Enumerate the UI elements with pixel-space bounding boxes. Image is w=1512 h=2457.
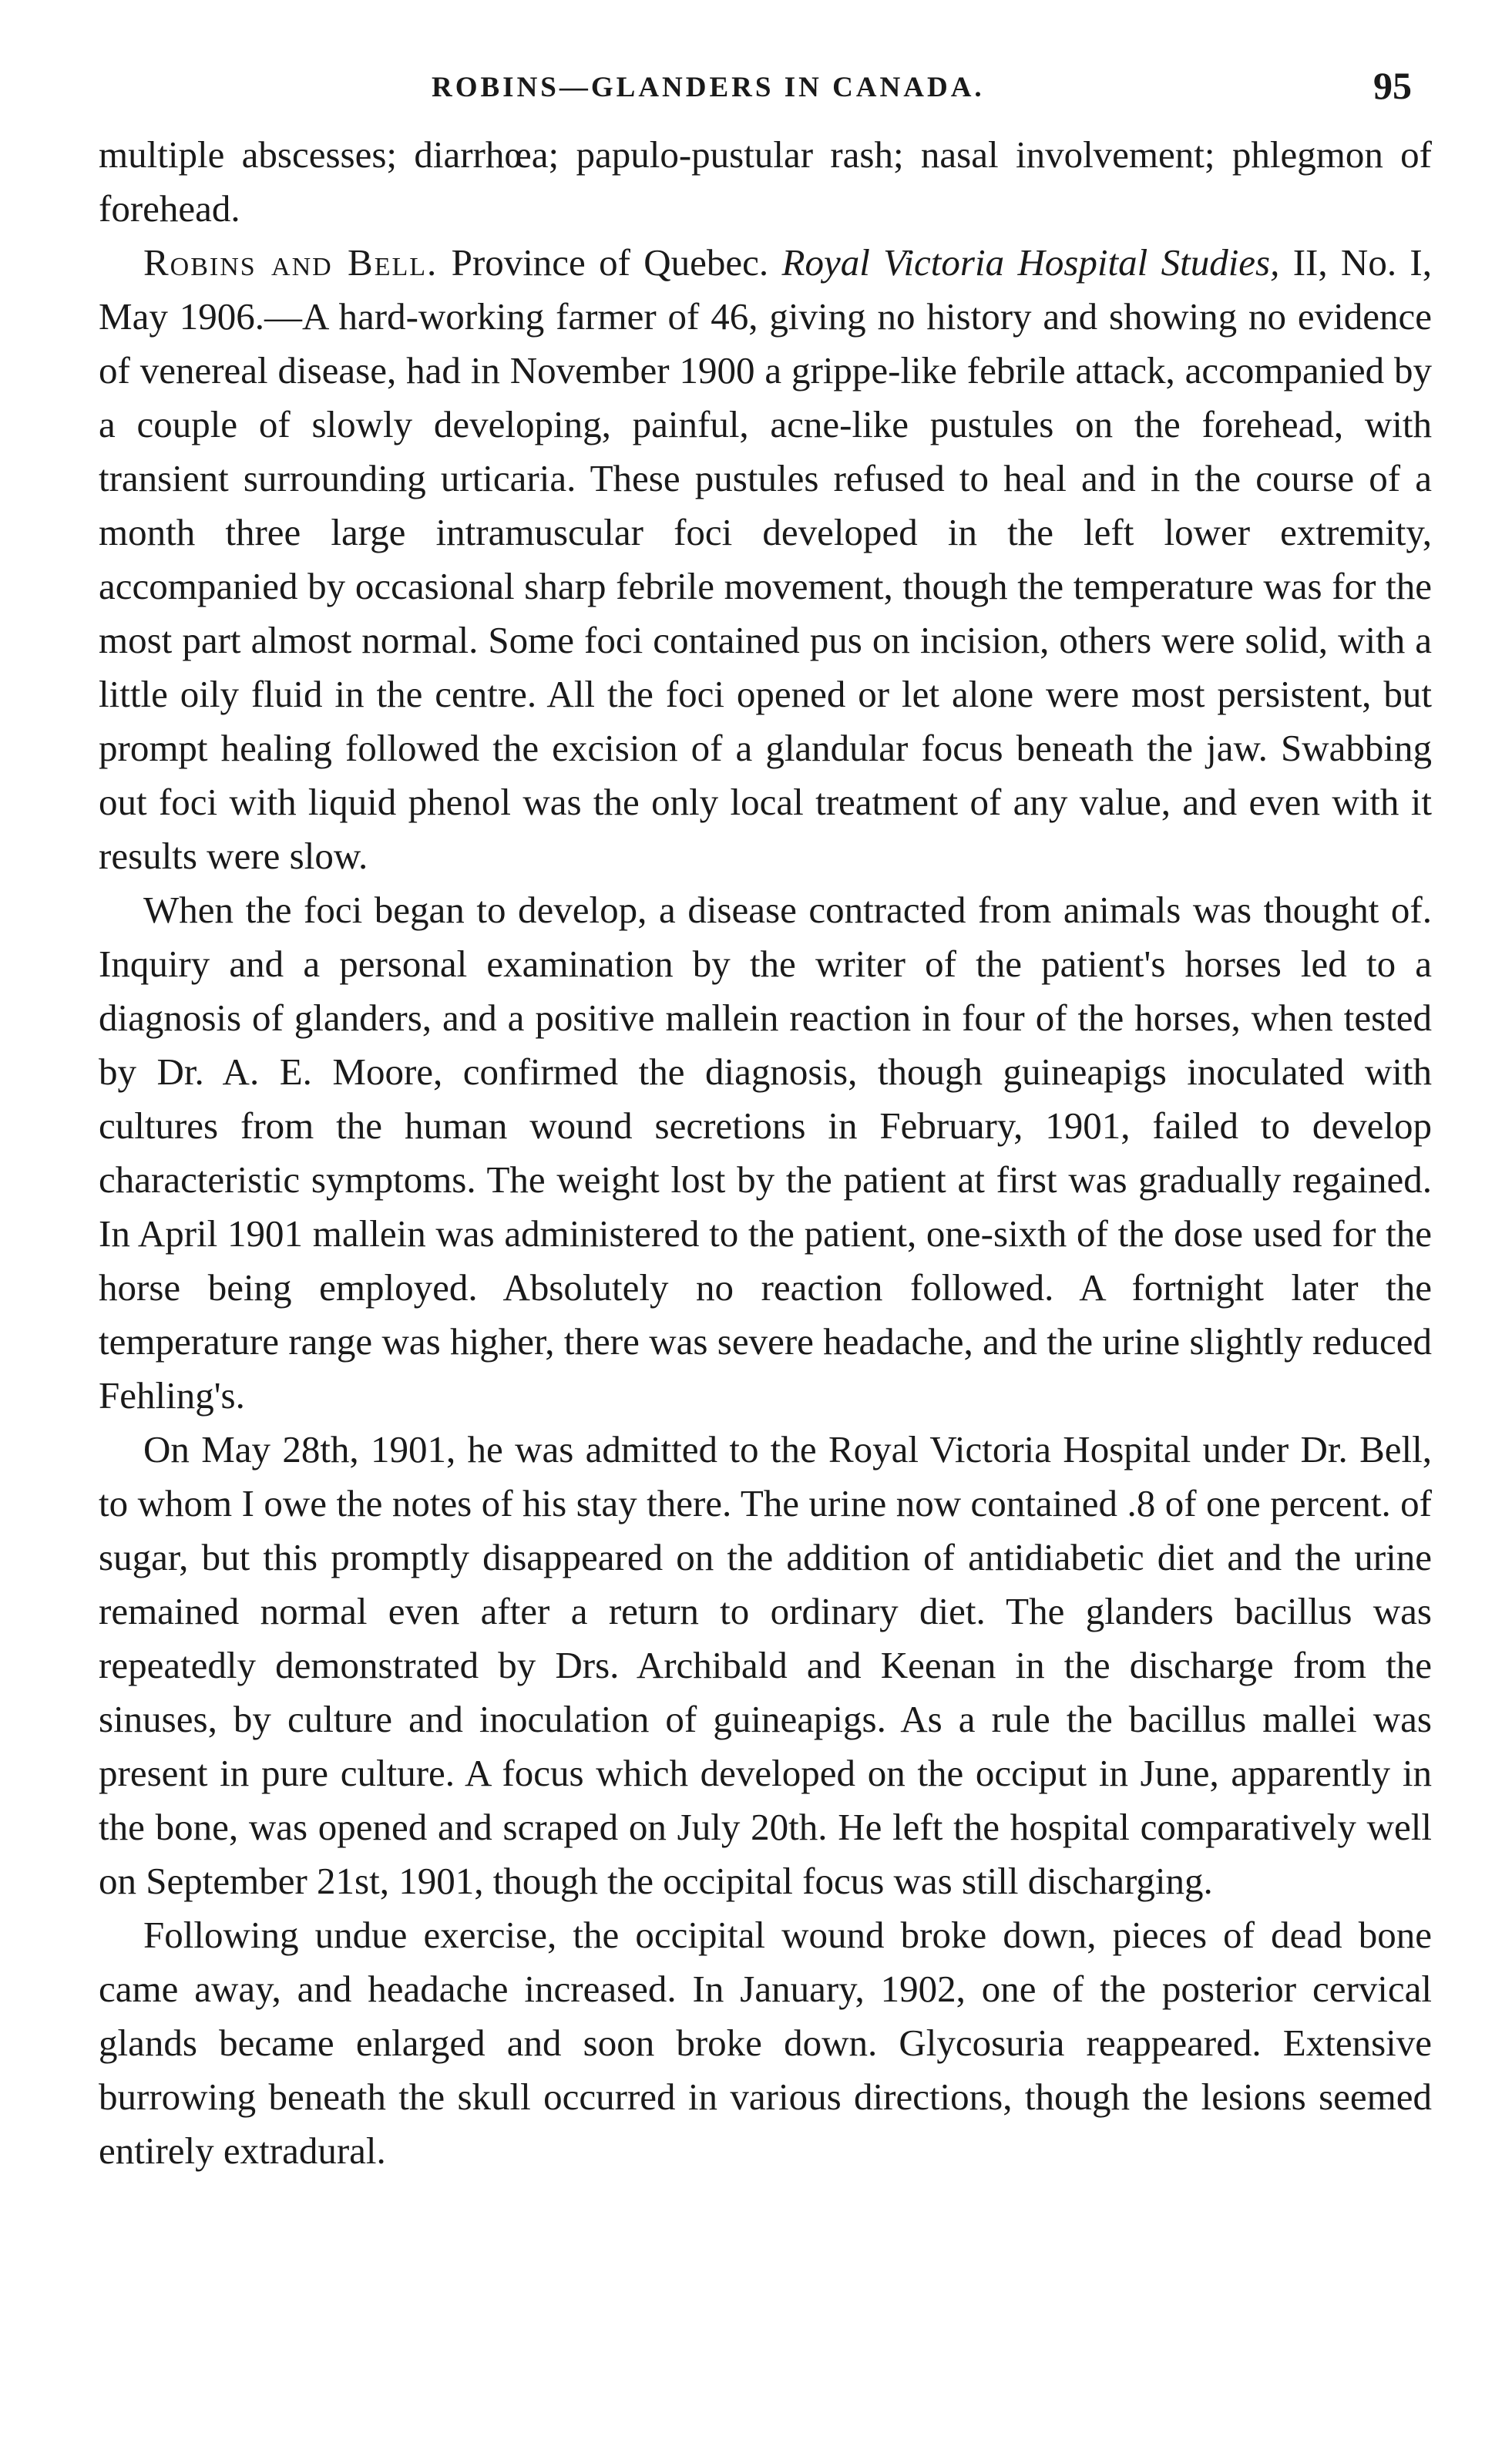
paragraph-continuation: multiple abscesses; diarrhœa; papulo-pustular rash; nasal involvement; phlegmon of forehead.: [99, 133, 1432, 230]
journal-title: Royal Victoria Hospital Studies,: [781, 241, 1280, 284]
page-number: 95: [1373, 64, 1412, 107]
body-text: [99, 128, 1432, 2178]
running-head: ROBINS—GLANDERS IN CANADA.: [432, 72, 985, 103]
case-authors: Robins and Bell.: [143, 241, 438, 284]
paragraph-hospital-stay: On May 28th, 1901, he was admitted to the Royal Victoria Hospital under Dr. Bell, to whom I owe the notes of his stay there. The urine now contained .8 of one percent. of sugar, but this promptly disappeared on the addition of antidiabetic diet and the urine remained normal even after a return to ordinary diet. The glanders bacillus was repeatedly demonstrated by Drs. Archibald and Keenan in the discharge from the sinuses, by culture and inoculation of guineapigs. As a rule the bacillus mallei was present in pure culture. A focus which developed on the occiput in June, apparently in the bone, was opened and scraped on July 20th. He left the hospital comparatively well on September 21st, 1901, though the occipital focus was still discharging.: [99, 1428, 1432, 1902]
case-location: Province of Quebec.: [438, 241, 782, 284]
paragraph-case-report: [99, 236, 1432, 883]
paragraph-relapse: Following undue exercise, the occipital wound broke down, pieces of dead bone came away, and headache increased. In January, 1902, one of the posterior cervical glands became enlarged and soon broke down. Glycosuria reappeared. Extensive burrowing beneath the skull occurred in various directions, though the lesions seemed entirely extradural.: [99, 1914, 1432, 2172]
case-text: II, No. I, May 1906.—A hard-working farmer of 46, giving no history and showing no evidence of venereal disease, had in November 1900 a grippe-like febrile attack, accompanied by a couple of slowly developing, painful, acne-like pustules on the forehead, with transient surrounding urticaria. These pustules refused to heal and in the course of a month three large intramuscular foci developed in the left lower extremity, accompanied by occasional sharp febrile movement, though the temperature was for the most part almost normal. Some foci contained pus on incision, others were solid, with a little oily fluid in the centre. All the foci opened or let alone were most persistent, but prompt healing followed the excision of a glandular focus beneath the jaw. Swabbing out foci with liquid phenol was the only local treatment of any value, and even with it results were slow.: [99, 241, 1432, 877]
paragraph-diagnosis: When the foci began to develop, a disease contracted from animals was thought of. Inquiry and a personal examination by the writer of the patient's horses led to a diagnosis of glanders, and a positive mallein reaction in four of the horses, when tested by Dr. A. E. Moore, confirmed the diagnosis, though guineapigs inoculated with cultures from the human wound secretions in February, 1901, failed to develop characteristic symptoms. The weight lost by the patient at first was gradually regained. In April 1901 mallein was administered to the patient, one-sixth of the dose used for the horse being employed. Absolutely no reaction followed. A fortnight later the temperature range was higher, there was severe headache, and the urine slightly reduced Fehling's.: [99, 889, 1432, 1417]
